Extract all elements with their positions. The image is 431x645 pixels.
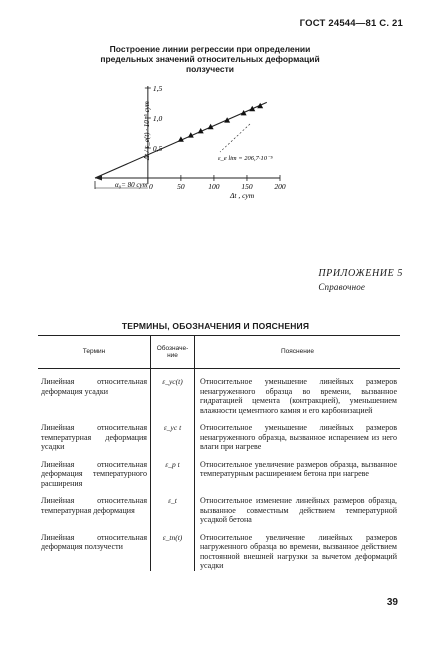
explanation-cell: Относительное уменьшение линейных размеров ненагруженного образца, вызванное испарением из него влаги при нагреве <box>195 415 401 452</box>
symbol-cell: ε_tn(t) <box>151 525 195 571</box>
table-row <box>38 452 400 489</box>
term-cell: Линейная относительная температурная деформация усадки <box>41 423 147 451</box>
table-row <box>38 525 400 571</box>
symbol-cell: ε_yc(t) <box>151 369 195 416</box>
x-tick-label: 50 <box>177 182 185 191</box>
explanation-cell: Относительное изменение линейных размеров образца, вызванное совместным действием температурной усадкой бетона <box>195 488 401 525</box>
data-point <box>241 110 247 115</box>
explanation-cell: Относительное увеличение размеров образца, вызванное температурным расширением бетона при нагреве <box>195 452 401 489</box>
explanation-cell: Относительное увеличение линейных размеров нагруженного образца во времени, вызванное действием постоянной внешней нагрузки за вычетом деформаций усадки <box>195 525 401 571</box>
data-point <box>257 103 263 108</box>
terms-table <box>38 335 400 571</box>
table-row <box>38 415 400 452</box>
term-cell: Линейная относительная деформация температурного расширения <box>41 459 147 488</box>
intercept-label: α₀= 80 сут <box>115 181 148 189</box>
x-tick-label: 100 <box>208 182 220 191</box>
y-tick-label: 1,0 <box>152 114 163 123</box>
appendix-subtitle: Справочное <box>318 282 366 292</box>
y-tick-label: 1,5 <box>152 84 163 93</box>
y-tick-label: 0,5 <box>152 144 163 153</box>
chart-ticks <box>145 84 286 191</box>
x-tick-label: 150 <box>241 182 253 191</box>
table-heading: ТЕРМИНЫ, ОБОЗНАЧЕНИЯ И ПОЯСНЕНИЯ <box>121 321 310 331</box>
symbol-cell: ε_p t <box>151 452 195 489</box>
figure-title-line: предельных значений относительных деформаций <box>100 54 320 64</box>
table-row <box>38 488 400 525</box>
x-tick-label: 0 <box>148 182 153 191</box>
page-number: 39 <box>386 597 398 608</box>
explanation-cell: Относительное уменьшение линейных размеров ненагруженного образца во времени, вызванное гидратацией цемента (контракцией), уменьшением влажности цементного камня и его карбонизацией <box>195 369 401 416</box>
chart-marks <box>95 102 267 178</box>
limit-leader-line <box>220 124 250 152</box>
limit-label: ε_e lim = 206,7·10⁻⁵ <box>218 155 273 162</box>
figure-title-line: Построение линии регрессии при определении <box>109 44 311 54</box>
column-header-symbol: Обозначе-ние <box>151 336 195 369</box>
term-cell: Линейная относительная температурная деформация <box>41 496 147 515</box>
symbol-cell: ε_yc t <box>151 415 195 452</box>
data-point <box>249 106 255 111</box>
x-tick-label: 200 <box>274 182 286 191</box>
standard-header: ГОСТ 24544—81 С. 21 <box>299 18 403 29</box>
table-row <box>38 369 400 416</box>
term-cell: Линейная относительная деформация усадки <box>41 377 147 396</box>
appendix-label <box>318 268 403 292</box>
appendix-title: ПРИЛОЖЕНИЕ 5 <box>318 268 403 279</box>
column-header-term: Термин <box>38 336 151 369</box>
term-cell: Линейная относительная деформация ползучести <box>41 532 147 551</box>
symbol-cell: ε_t <box>151 488 195 525</box>
table-header-row <box>38 336 400 369</box>
figure-title-line: ползучести <box>186 64 234 74</box>
x-axis-label: Δt , сут <box>230 191 255 200</box>
y-axis-label: Δt / ε_e(t) · 10⁻⁵ сут <box>143 101 151 160</box>
data-point <box>224 117 230 122</box>
column-header-explanation: Пояснение <box>195 336 401 369</box>
regression-chart <box>0 0 431 230</box>
